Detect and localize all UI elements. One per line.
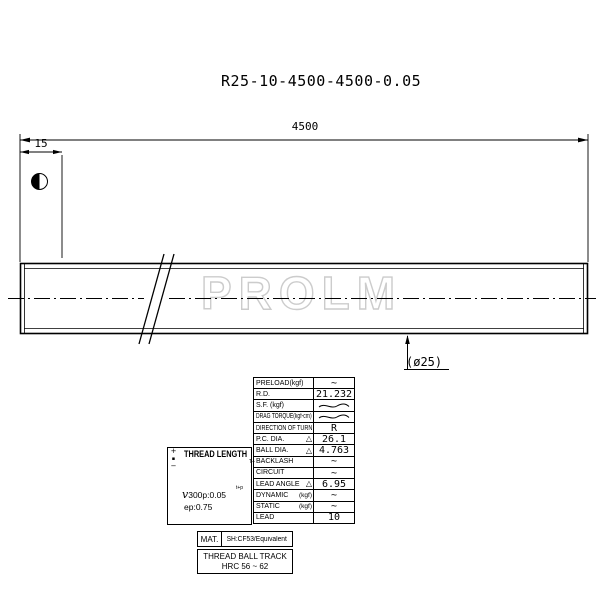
spec-label: S.F. (kgf): [256, 402, 285, 410]
spec-value: ~: [330, 456, 338, 467]
spec-table-row: [254, 400, 354, 411]
spec-value: [314, 400, 354, 410]
note-triangle-icon: △: [305, 479, 312, 489]
spec-label: BACKLASH: [256, 458, 294, 466]
spec-value: ~: [330, 467, 338, 479]
spec-label-cell: [254, 490, 314, 500]
half-filled-circle-symbol: [31, 173, 48, 190]
accuracy-detail-title: THREAD LENGTH: [184, 449, 248, 459]
material-value: SH:CF53/Equivalent: [226, 535, 288, 543]
spec-table-row: [254, 412, 354, 423]
spec-value: ~: [330, 378, 338, 389]
spec-table: [253, 377, 355, 524]
spec-unit: (kgf): [299, 503, 312, 511]
v300-note: v300p:0.05: [182, 488, 227, 501]
spec-value: ~: [330, 490, 338, 501]
spec-label: DRAG TORQUE(kgf-cm): [256, 413, 312, 421]
material-label: MAT.: [198, 532, 222, 546]
dim-text-overall-length: 4500: [291, 120, 319, 133]
spec-table-row: [254, 502, 354, 513]
spec-value: 4.763: [318, 445, 350, 456]
dim-text-shaft-diameter: (ø25): [406, 355, 443, 369]
note-triangle-icon: △: [305, 445, 312, 455]
spec-table-row: [254, 457, 354, 468]
spec-unit: (kgf): [299, 491, 312, 499]
heat-note-line2: HRC 56 ~ 62: [221, 561, 269, 571]
spec-label-cell: [254, 479, 314, 489]
spec-label: BALL DIA.: [256, 447, 289, 455]
spec-value: 26.1: [321, 434, 347, 445]
spec-label-cell: [254, 445, 314, 455]
spec-value: 21.232: [315, 389, 353, 400]
fan-label-t-plus: T+: [249, 459, 255, 465]
spec-table-row: [254, 445, 354, 456]
fan-label-tp: t+p: [236, 485, 244, 491]
watermark-text: PROLM: [201, 267, 403, 319]
spec-label: P.C. DIA.: [256, 435, 285, 443]
spec-label: PRELOAD(kgf): [256, 379, 304, 387]
spec-value: 10: [327, 512, 341, 524]
spec-label-cell: [254, 513, 314, 523]
arrowhead-right-icon: [53, 150, 62, 154]
break-mark: [149, 254, 174, 344]
spec-label-cell: [254, 457, 314, 467]
spec-table-row: [254, 513, 354, 523]
spec-table-row: [254, 389, 354, 400]
heat-treat-box: [197, 549, 293, 574]
spec-value: 6.95: [321, 479, 347, 490]
ep-note: ep:0.75: [184, 502, 213, 512]
spec-label-cell: [254, 378, 314, 388]
scale-mark-plus: +: [170, 447, 177, 455]
wavy-line-icon: [317, 413, 351, 421]
arrowhead-up-icon: [405, 335, 410, 344]
spec-label: LEAD: [256, 514, 275, 522]
spec-label: LEAD ANGLE: [256, 480, 300, 488]
spec-label: CIRCUIT: [256, 469, 285, 477]
dim-text-journal-length: 15: [34, 137, 48, 150]
spec-table-row: [254, 468, 354, 479]
spec-label: R.D.: [256, 390, 270, 398]
scale-mark-zero: ▪: [171, 455, 176, 462]
spec-table-row: [254, 378, 354, 389]
spec-value: ~: [330, 501, 338, 512]
arrowhead-right-icon: [578, 138, 588, 143]
spec-value: [314, 412, 354, 422]
tolerance-scale-marks: [169, 448, 178, 470]
spec-label: DYNAMIC: [256, 491, 289, 499]
drawing-title: R25-10-4500-4500-0.05: [221, 72, 422, 90]
break-mark: [139, 254, 164, 344]
scale-mark-minus: −: [170, 461, 177, 470]
spec-label-cell: [254, 423, 314, 433]
spec-value: R: [330, 422, 338, 434]
spec-label: DIRECTION OF TURN: [256, 424, 313, 432]
spec-label-cell: [254, 389, 314, 399]
spec-label-cell: [254, 434, 314, 444]
arrowhead-left-icon: [20, 150, 29, 154]
spec-label-cell: [254, 412, 314, 422]
spec-label: STATIC: [256, 503, 280, 511]
heat-note-line1: THREAD BALL TRACK: [203, 551, 287, 561]
spec-label-cell: [254, 468, 314, 478]
material-value-cell: [222, 532, 292, 546]
spec-label-cell: [254, 400, 314, 410]
material-box: [197, 531, 293, 547]
spec-label-cell: [254, 502, 314, 512]
spec-table-row: [254, 490, 354, 501]
spec-table-row: [254, 434, 354, 445]
spec-table-row: [254, 423, 354, 434]
wavy-line-icon: [317, 402, 351, 410]
spec-table-row: [254, 479, 354, 490]
note-triangle-icon: △: [305, 434, 312, 444]
